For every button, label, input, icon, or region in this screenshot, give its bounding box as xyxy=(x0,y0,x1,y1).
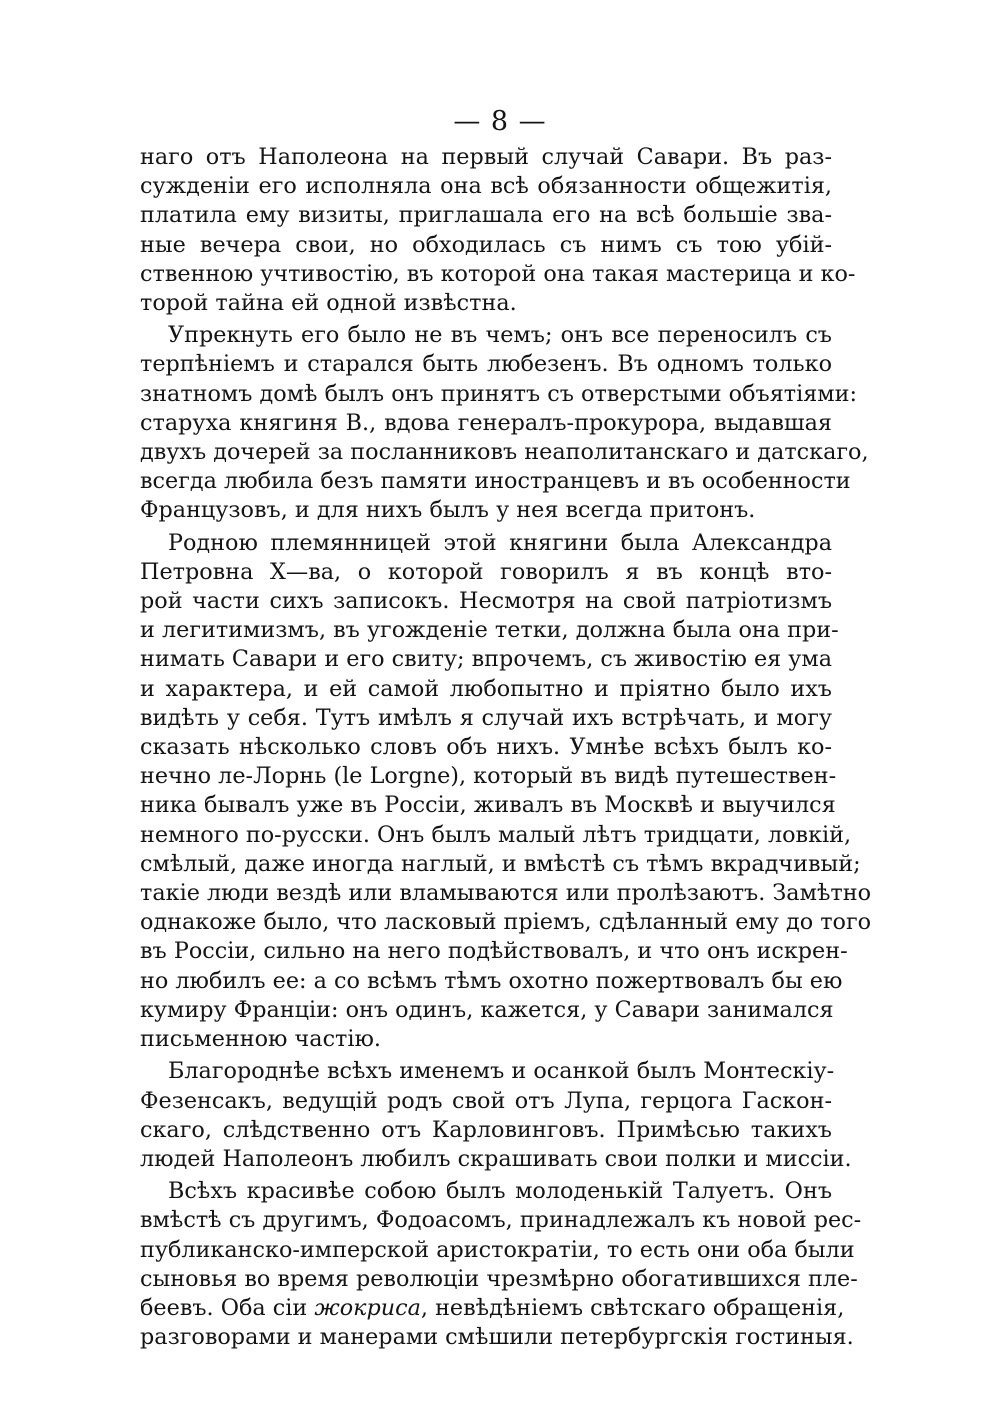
text-line: письменною частію. xyxy=(140,1026,382,1053)
text-line: двухъ дочерей за посланниковъ неаполитанскаго и датскаго, xyxy=(140,439,869,466)
paragraph-4 xyxy=(140,1057,852,1174)
text-line: знатномъ домѣ былъ онъ принятъ съ отверстыми объятіями: xyxy=(140,380,858,407)
text-line: въ Россіи, сильно на него подѣйствовалъ, и что онъ искрен- xyxy=(140,938,848,965)
text-line: и характера, и ей самой любопытно и пріятно было ихъ xyxy=(140,675,832,702)
page-number: — 8 — xyxy=(453,106,547,137)
text-line: Благороднѣе всѣхъ именемъ и осанкой былъ Монтескіу- xyxy=(168,1058,835,1085)
body-text xyxy=(140,143,872,1352)
text-line: скаго, слѣдственно отъ Карловинговъ. Примѣсью такихъ xyxy=(140,1116,832,1143)
text-line: платила ему визиты, приглашала его на всѣ большіе зва- xyxy=(140,202,832,229)
text-line: вмѣстѣ съ другимъ, Фодоасомъ, принадлежалъ къ новой рес- xyxy=(140,1207,862,1234)
paragraph-3 xyxy=(140,529,872,1055)
paragraph-1 xyxy=(140,143,856,318)
text-line: но любилъ ее: а со всѣмъ тѣмъ охотно пожертвовалъ бы ею xyxy=(140,967,843,994)
text-line: всегда любила безъ памяти иностранцевъ и въ особенности xyxy=(140,468,851,495)
text-line: смѣлый, даже иногда наглый, и вмѣстѣ съ тѣмъ вкрадчивый; xyxy=(140,850,861,877)
text-line: разговорами и манерами смѣшили петербургскія гостиныя. xyxy=(140,1324,854,1351)
text-line: видѣть у себя. Тутъ имѣлъ я случай ихъ встрѣчать, и могу xyxy=(140,704,832,731)
text-line: нечно ле-Лорнь (le Lorgne), который въ видѣ путешествен- xyxy=(140,763,837,790)
paragraph-5 xyxy=(140,1177,862,1352)
paragraph-2 xyxy=(140,321,869,525)
text-line: ные вечера свои, но обходилась съ нимъ съ тою убій- xyxy=(140,231,832,258)
text-line: Упрекнуть его было не въ чемъ; онъ все переносилъ съ xyxy=(168,322,832,349)
text-line: сужденіи его исполняла она всѣ обязанности общежитія, xyxy=(140,173,832,200)
text-line: Французовъ, и для нихъ былъ у нея всегда притонъ. xyxy=(140,497,756,524)
text-line: кумиру Франціи: онъ одинъ, кажется, у Савари занимался xyxy=(140,996,834,1023)
text-line: Всѣхъ красивѣе собою былъ молоденькій Талуетъ. Онъ xyxy=(168,1178,832,1205)
text-line: Родною племянницей этой княгини была Александра xyxy=(168,529,832,556)
text-line: сказать нѣсколько словъ объ нихъ. Умнѣе всѣхъ былъ ко- xyxy=(140,734,832,761)
text-line: и легитимизмъ, въ угожденіе тетки, должна была она при- xyxy=(140,617,839,644)
text-line: ственною учтивостію, въ которой она такая мастерица и ко- xyxy=(140,260,856,287)
text-line: нимать Савари и его свиту; впрочемъ, съ живостію ея ума xyxy=(140,646,833,673)
text-line: однакоже было, что ласковый пріемъ, сдѣланный ему до того xyxy=(140,909,872,936)
text-line: терпѣніемъ и старался быть любезенъ. Въ одномъ только xyxy=(140,351,832,378)
text-line: такіе люди вездѣ или вламываются или пролѣзаютъ. Замѣтно xyxy=(140,880,872,907)
text-line: немного по-русски. Онъ былъ малый лѣтъ тридцати, ловкій, xyxy=(140,821,852,848)
text-line: людей Наполеонъ любилъ скрашивать свои полки и миссіи. xyxy=(140,1145,852,1172)
text-line: сыновья во время революціи чрезмѣрно обогатившихся пле- xyxy=(140,1265,858,1292)
text-line: торой тайна ей одной извѣстна. xyxy=(140,290,517,317)
text-line: публиканско-имперской аристократіи, то есть они оба были xyxy=(140,1236,855,1263)
text-line: Петровна Х—ва, о которой говорилъ я въ концѣ вто- xyxy=(140,558,832,585)
text-line: ника бывалъ уже въ Россіи, живалъ въ Москвѣ и выучился xyxy=(140,792,836,819)
text-line: старуха княгиня В., вдова генералъ-прокурора, выдавшая xyxy=(140,409,832,436)
text-line: рой части сихъ записокъ. Несмотря на свой патріотизмъ xyxy=(140,588,832,615)
text-line: наго отъ Наполеона на первый случай Савари. Въ раз- xyxy=(140,144,832,170)
text-line: беевъ. Оба сіи жокриса, невѣдѣніемъ свѣтскаго обращенія, xyxy=(140,1294,845,1321)
text-line: Фезенсакъ, ведущій родъ свой отъ Лупа, герцога Гаскон- xyxy=(140,1087,832,1114)
